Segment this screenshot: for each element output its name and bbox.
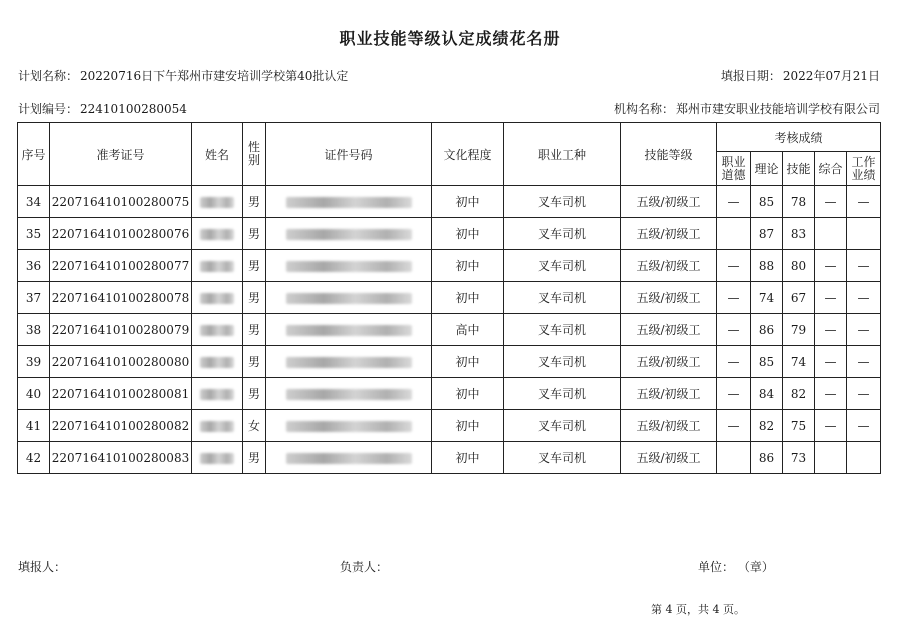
cell-exam-no: 220716410100280079 bbox=[50, 314, 192, 346]
cell-education: 初中 bbox=[432, 378, 504, 410]
cell-education: 初中 bbox=[432, 410, 504, 442]
cell-skill: 78 bbox=[783, 186, 815, 218]
cell-gender: 男 bbox=[243, 346, 266, 378]
cell-work-performance: — bbox=[847, 410, 881, 442]
cell-education: 高中 bbox=[432, 314, 504, 346]
redacted-name bbox=[200, 453, 234, 464]
cell-comprehensive: — bbox=[815, 250, 847, 282]
cell-name bbox=[192, 282, 243, 314]
cell-theory: 86 bbox=[751, 314, 783, 346]
cell-skill: 75 bbox=[783, 410, 815, 442]
cell-work-performance: — bbox=[847, 314, 881, 346]
document-title: 职业技能等级认定成绩花名册 bbox=[339, 29, 561, 48]
cell-skill-level: 五级/初级工 bbox=[621, 314, 717, 346]
cell-gender: 女 bbox=[243, 410, 266, 442]
cell-seq: 34 bbox=[18, 186, 50, 218]
cell-comprehensive: — bbox=[815, 282, 847, 314]
cell-education: 初中 bbox=[432, 282, 504, 314]
cell-name bbox=[192, 410, 243, 442]
unit-seal-label: 单位： （章） bbox=[698, 560, 774, 574]
report-date-label: 填报日期： bbox=[720, 69, 781, 83]
organization-value: 郑州市建安职业技能培训学校有限公司 bbox=[675, 102, 880, 116]
cell-work-performance: — bbox=[847, 378, 881, 410]
table-row bbox=[18, 378, 881, 410]
cell-work-performance: — bbox=[847, 186, 881, 218]
cell-skill: 80 bbox=[783, 250, 815, 282]
cell-comprehensive: — bbox=[815, 378, 847, 410]
redacted-id-number bbox=[286, 357, 412, 368]
roster-body bbox=[18, 186, 881, 474]
cell-skill: 82 bbox=[783, 378, 815, 410]
cell-skill: 83 bbox=[783, 218, 815, 250]
cell-name bbox=[192, 378, 243, 410]
header-name: 姓名 bbox=[192, 123, 243, 186]
header-ethics: 职业道德 bbox=[717, 152, 751, 186]
cell-ethics: — bbox=[717, 314, 751, 346]
header-skill: 技能 bbox=[783, 152, 815, 186]
cell-education: 初中 bbox=[432, 218, 504, 250]
header-seq: 序号 bbox=[18, 123, 50, 186]
redacted-id-number bbox=[286, 325, 412, 336]
cell-occupation: 叉车司机 bbox=[504, 346, 621, 378]
plan-name-label: 计划名称： bbox=[18, 69, 79, 83]
cell-occupation: 叉车司机 bbox=[504, 442, 621, 474]
cell-theory: 84 bbox=[751, 378, 783, 410]
plan-number bbox=[18, 100, 187, 117]
cell-name bbox=[192, 250, 243, 282]
header-assessment: 考核成绩 bbox=[717, 123, 881, 152]
table-row bbox=[18, 442, 881, 474]
cell-seq: 36 bbox=[18, 250, 50, 282]
table-row bbox=[18, 218, 881, 250]
table-row bbox=[18, 346, 881, 378]
header-comprehensive: 综合 bbox=[815, 152, 847, 186]
cell-seq: 42 bbox=[18, 442, 50, 474]
cell-skill-level: 五级/初级工 bbox=[621, 442, 717, 474]
cell-exam-no: 220716410100280078 bbox=[50, 282, 192, 314]
redacted-name bbox=[200, 197, 234, 208]
cell-comprehensive bbox=[815, 442, 847, 474]
cell-theory: 82 bbox=[751, 410, 783, 442]
cell-education: 初中 bbox=[432, 346, 504, 378]
header-id-no: 证件号码 bbox=[266, 123, 432, 186]
cell-skill-level: 五级/初级工 bbox=[621, 346, 717, 378]
cell-ethics: — bbox=[717, 346, 751, 378]
cell-ethics: — bbox=[717, 282, 751, 314]
cell-name bbox=[192, 314, 243, 346]
redacted-id-number bbox=[286, 293, 412, 304]
cell-exam-no: 220716410100280080 bbox=[50, 346, 192, 378]
filler-label: 填报人： bbox=[18, 560, 67, 574]
cell-ethics bbox=[717, 442, 751, 474]
redacted-name bbox=[200, 293, 234, 304]
header-education: 文化程度 bbox=[432, 123, 504, 186]
cell-theory: 87 bbox=[751, 218, 783, 250]
cell-id-no bbox=[266, 186, 432, 218]
redacted-id-number bbox=[286, 421, 412, 432]
header-gender: 性别 bbox=[243, 123, 266, 186]
redacted-name bbox=[200, 421, 234, 432]
cell-gender: 男 bbox=[243, 282, 266, 314]
cell-id-no bbox=[266, 378, 432, 410]
cell-exam-no: 220716410100280075 bbox=[50, 186, 192, 218]
table-row bbox=[18, 186, 881, 218]
cell-ethics bbox=[717, 218, 751, 250]
redacted-name bbox=[200, 229, 234, 240]
report-date bbox=[721, 67, 880, 84]
cell-work-performance bbox=[847, 442, 881, 474]
redacted-id-number bbox=[286, 453, 412, 464]
redacted-name bbox=[200, 389, 234, 400]
header-skill-level: 技能等级 bbox=[621, 123, 717, 186]
cell-seq: 39 bbox=[18, 346, 50, 378]
table-row bbox=[18, 410, 881, 442]
redacted-name bbox=[200, 357, 234, 368]
cell-education: 初中 bbox=[432, 186, 504, 218]
plan-number-value: 22410100280054 bbox=[80, 102, 187, 116]
cell-name bbox=[192, 218, 243, 250]
cell-skill-level: 五级/初级工 bbox=[621, 218, 717, 250]
cell-exam-no: 220716410100280083 bbox=[50, 442, 192, 474]
cell-theory: 86 bbox=[751, 442, 783, 474]
cell-skill: 79 bbox=[783, 314, 815, 346]
header-occupation: 职业工种 bbox=[504, 123, 621, 186]
cell-ethics: — bbox=[717, 378, 751, 410]
cell-seq: 41 bbox=[18, 410, 50, 442]
cell-occupation: 叉车司机 bbox=[504, 218, 621, 250]
cell-occupation: 叉车司机 bbox=[504, 378, 621, 410]
redacted-id-number bbox=[286, 229, 412, 240]
cell-skill-level: 五级/初级工 bbox=[621, 186, 717, 218]
cell-gender: 男 bbox=[243, 378, 266, 410]
cell-theory: 85 bbox=[751, 346, 783, 378]
cell-exam-no: 220716410100280076 bbox=[50, 218, 192, 250]
cell-name bbox=[192, 186, 243, 218]
cell-skill: 67 bbox=[783, 282, 815, 314]
cell-seq: 38 bbox=[18, 314, 50, 346]
cell-skill: 74 bbox=[783, 346, 815, 378]
redacted-id-number bbox=[286, 197, 412, 208]
table-row bbox=[18, 314, 881, 346]
cell-skill-level: 五级/初级工 bbox=[621, 250, 717, 282]
cell-occupation: 叉车司机 bbox=[504, 410, 621, 442]
cell-id-no bbox=[266, 250, 432, 282]
cell-occupation: 叉车司机 bbox=[504, 282, 621, 314]
cell-ethics: — bbox=[717, 410, 751, 442]
cell-skill-level: 五级/初级工 bbox=[621, 378, 717, 410]
plan-number-label: 计划编号： bbox=[18, 102, 79, 116]
cell-theory: 74 bbox=[751, 282, 783, 314]
organization bbox=[614, 100, 880, 117]
header-theory: 理论 bbox=[751, 152, 783, 186]
table-row bbox=[18, 282, 881, 314]
cell-ethics: — bbox=[717, 186, 751, 218]
cell-gender: 男 bbox=[243, 250, 266, 282]
report-date-value: 2022年07月21日 bbox=[782, 69, 880, 83]
cell-work-performance bbox=[847, 218, 881, 250]
cell-skill-level: 五级/初级工 bbox=[621, 410, 717, 442]
cell-education: 初中 bbox=[432, 442, 504, 474]
cell-name bbox=[192, 442, 243, 474]
responsible-label: 负责人： bbox=[340, 560, 389, 574]
cell-seq: 40 bbox=[18, 378, 50, 410]
cell-id-no bbox=[266, 346, 432, 378]
redacted-id-number bbox=[286, 261, 412, 272]
plan-name bbox=[18, 67, 348, 84]
redacted-name bbox=[200, 325, 234, 336]
plan-name-value: 20220716日下午郑州市建安培训学校第40批认定 bbox=[80, 69, 349, 83]
cell-comprehensive: — bbox=[815, 186, 847, 218]
header-row-top bbox=[18, 123, 881, 152]
cell-gender: 男 bbox=[243, 314, 266, 346]
cell-comprehensive: — bbox=[815, 410, 847, 442]
cell-gender: 男 bbox=[243, 186, 266, 218]
cell-exam-no: 220716410100280077 bbox=[50, 250, 192, 282]
score-roster-table bbox=[17, 122, 881, 474]
table-row bbox=[18, 250, 881, 282]
cell-comprehensive: — bbox=[815, 346, 847, 378]
cell-exam-no: 220716410100280081 bbox=[50, 378, 192, 410]
cell-work-performance: — bbox=[847, 250, 881, 282]
cell-skill: 73 bbox=[783, 442, 815, 474]
cell-theory: 88 bbox=[751, 250, 783, 282]
header-work-performance: 工作业绩 bbox=[847, 152, 881, 186]
cell-work-performance: — bbox=[847, 282, 881, 314]
cell-id-no bbox=[266, 442, 432, 474]
cell-seq: 35 bbox=[18, 218, 50, 250]
cell-id-no bbox=[266, 282, 432, 314]
cell-comprehensive: — bbox=[815, 314, 847, 346]
cell-work-performance: — bbox=[847, 346, 881, 378]
redacted-id-number bbox=[286, 389, 412, 400]
cell-id-no bbox=[266, 314, 432, 346]
cell-seq: 37 bbox=[18, 282, 50, 314]
redacted-name bbox=[200, 261, 234, 272]
cell-gender: 男 bbox=[243, 442, 266, 474]
organization-label: 机构名称： bbox=[613, 102, 674, 116]
cell-id-no bbox=[266, 410, 432, 442]
cell-education: 初中 bbox=[432, 250, 504, 282]
cell-name bbox=[192, 346, 243, 378]
cell-gender: 男 bbox=[243, 218, 266, 250]
cell-occupation: 叉车司机 bbox=[504, 314, 621, 346]
header-exam-no: 准考证号 bbox=[50, 123, 192, 186]
cell-occupation: 叉车司机 bbox=[504, 186, 621, 218]
cell-theory: 85 bbox=[751, 186, 783, 218]
page-number: 第 4 页，共 4 页。 bbox=[651, 603, 745, 616]
cell-ethics: — bbox=[717, 250, 751, 282]
cell-skill-level: 五级/初级工 bbox=[621, 282, 717, 314]
cell-exam-no: 220716410100280082 bbox=[50, 410, 192, 442]
cell-comprehensive bbox=[815, 218, 847, 250]
cell-occupation: 叉车司机 bbox=[504, 250, 621, 282]
cell-id-no bbox=[266, 218, 432, 250]
